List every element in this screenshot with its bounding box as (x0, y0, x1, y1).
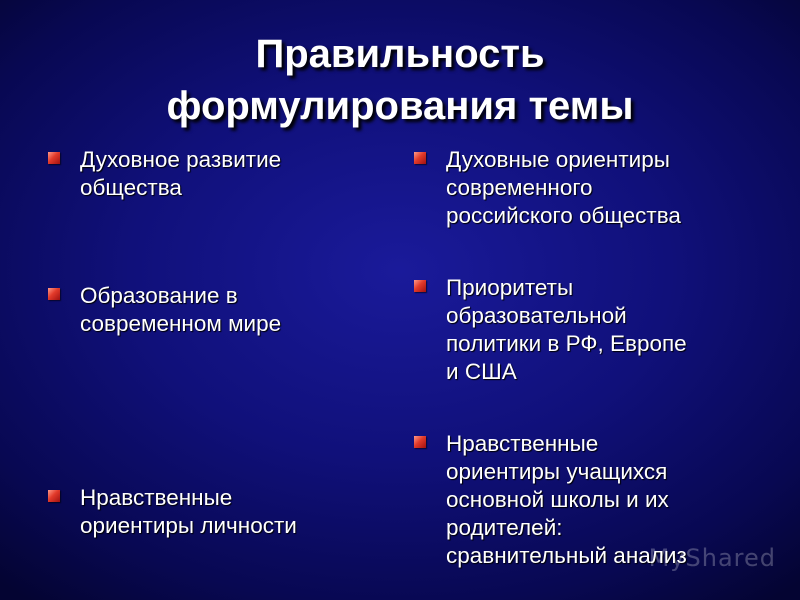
bullet-text: Духовные ориентиры современного российского общества (446, 147, 681, 228)
right-bullet-list (414, 146, 784, 586)
bullet-item (48, 282, 368, 338)
bullet-square-icon (48, 288, 60, 300)
slide-title-line-1: Правильность (255, 32, 545, 76)
bullet-square-icon (48, 490, 60, 502)
bullet-square-icon (414, 436, 426, 448)
watermark-logo: MyShared (648, 544, 776, 572)
bullet-item (48, 484, 368, 540)
bullet-square-icon (414, 280, 426, 292)
left-bullet-list (48, 146, 368, 586)
slide-title-line-2: формулирования темы (166, 84, 634, 128)
bullet-item (414, 146, 784, 230)
bullet-text: Образование в современном мире (80, 283, 282, 336)
bullet-text: Нравственные ориентиры учащихся основной школы и их родителей: сравнительный анализ (446, 431, 687, 568)
bullet-text: Духовное развитие общества (80, 147, 282, 200)
bullet-square-icon (48, 152, 60, 164)
bullet-item (48, 146, 368, 202)
bullet-square-icon (414, 152, 426, 164)
bullet-item (414, 274, 784, 386)
slide-title (0, 28, 800, 132)
bullet-text: Приоритеты образовательной политики в РФ, Европе и США (446, 275, 687, 384)
bullet-text: Нравственные ориентиры личности (80, 485, 297, 538)
